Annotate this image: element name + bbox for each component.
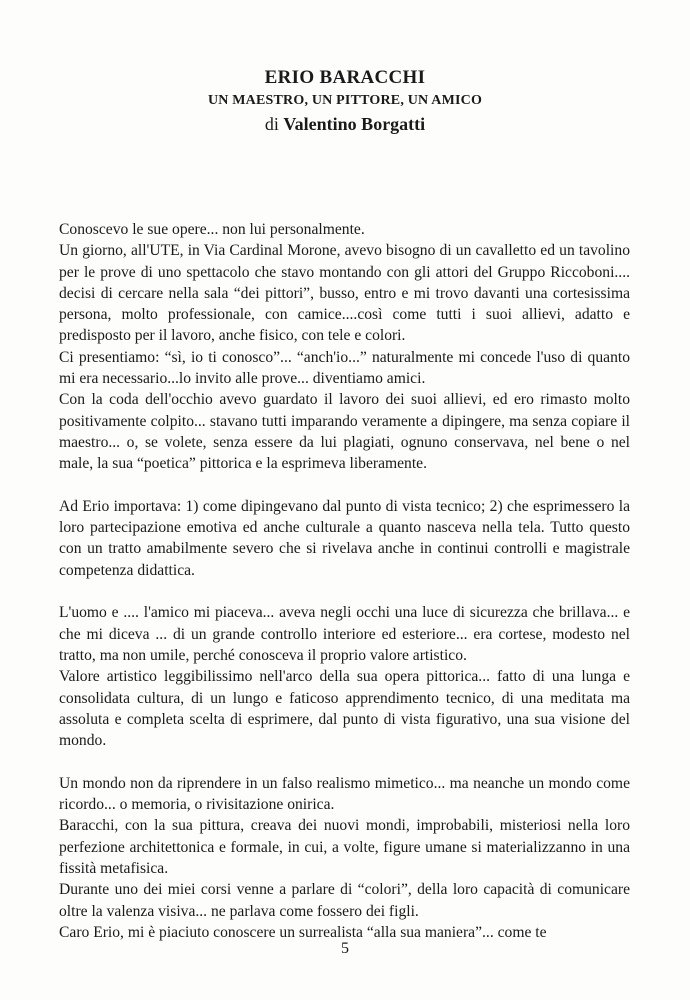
text-line: Durante uno dei miei corsi venne a parlare di “colori”, della loro capacità di comunicare oltre la valenza visiva... ne parlava come fossero dei figli. [59,881,630,920]
text-line: Un giorno, all'UTE, in Via Cardinal Morone, avevo bisogno di un cavalletto ed un tavolino per le prove di uno spettacolo che stavo montando con gli attori del Gruppo Riccoboni.... decisi di cercare nella sala “dei pittori”, busso, entro e mi trovo davanti una cortesissima persona, molto professionale, con camice....così come tutti i suoi allievi, adatto e predisposto per il lavoro, anche fisico, con tele e colori. [59,242,630,345]
article-header [0,66,690,136]
paragraph-3 [59,602,630,751]
article-title: ERIO BARACCHI [264,67,426,88]
text-line: Ci presentiamo: “sì, io ti conosco”... “anch'io...” naturalmente mi concede l'uso di quanto mi era necessario...lo invito alle prove... diventiamo amici. [59,348,630,388]
paragraph-2 [59,496,630,581]
text-line: Baracchi, con la sua pittura, creava dei nuovi mondi, improbabili, misteriosi nella loro perfezione architettonica e formale, in cui, a volte, figure umane si materializzanno in una fissità metafisica. [59,817,630,877]
paragraph-1 [59,219,630,475]
article-body [59,219,630,964]
text-line: Con la coda dell'occhio avevo guardato il lavoro dei suoi allievi, ed ero rimasto molto positivamente colpito... stavano tutti imparando veramente a dipingere, ma senza copiare il maestro... o, se volete, senza essere da lui plagiati, ognuno conservava, nel bene o nel male, la sua “poetica” pittorica e la esprimeva liberamente. [59,391,630,473]
text-line: Caro Erio, mi è piaciuto conoscere un surrealista “alla sua maniera”... come te [59,923,547,941]
page-number: 5 [341,940,349,957]
author-name: Valentino Borgatti [283,114,426,134]
text-line: Valore artistico leggibilissimo nell'arco della sua opera pittorica... fatto di una lunga e consolidata cultura, di un lungo e faticoso apprendimento tecnico, di una meditata ma assoluta e completa scelta di esprimere, dal punto di vista figurativo, una sua visione del mondo. [59,668,630,750]
author-prefix: di [264,114,279,134]
text-line: Ad Erio importava: 1) come dipingevano dal punto di vista tecnico; 2) che esprimessero la loro partecipazione emotiva ed anche culturale a quanto nasceva nella tela. Tutto questo con un tratto amabilmente severo che si rivelava anche in continui controlli e magistrale competenza didattica. [59,497,630,579]
text-line: Conoscevo le sue opere... non lui personalmente. [59,221,365,238]
text-line: L'uomo e .... l'amico mi piaceva... aveva negli occhi una luce di sicurezza che brillava... e che mi diceva ... di un grande controllo interiore ed esteriore... era cortese, modesto nel tratto, ma non umile, perché conosceva il proprio valore artistico. [59,604,630,664]
paragraph-4 [59,773,630,943]
text-line: Un mondo non da riprendere in un falso realismo mimetico... ma neanche un mondo come ricordo... o memoria, o rivisitazione onirica. [59,774,630,814]
author-line [0,112,690,136]
article-subtitle: UN MAESTRO, UN PITTORE, UN AMICO [207,93,483,108]
